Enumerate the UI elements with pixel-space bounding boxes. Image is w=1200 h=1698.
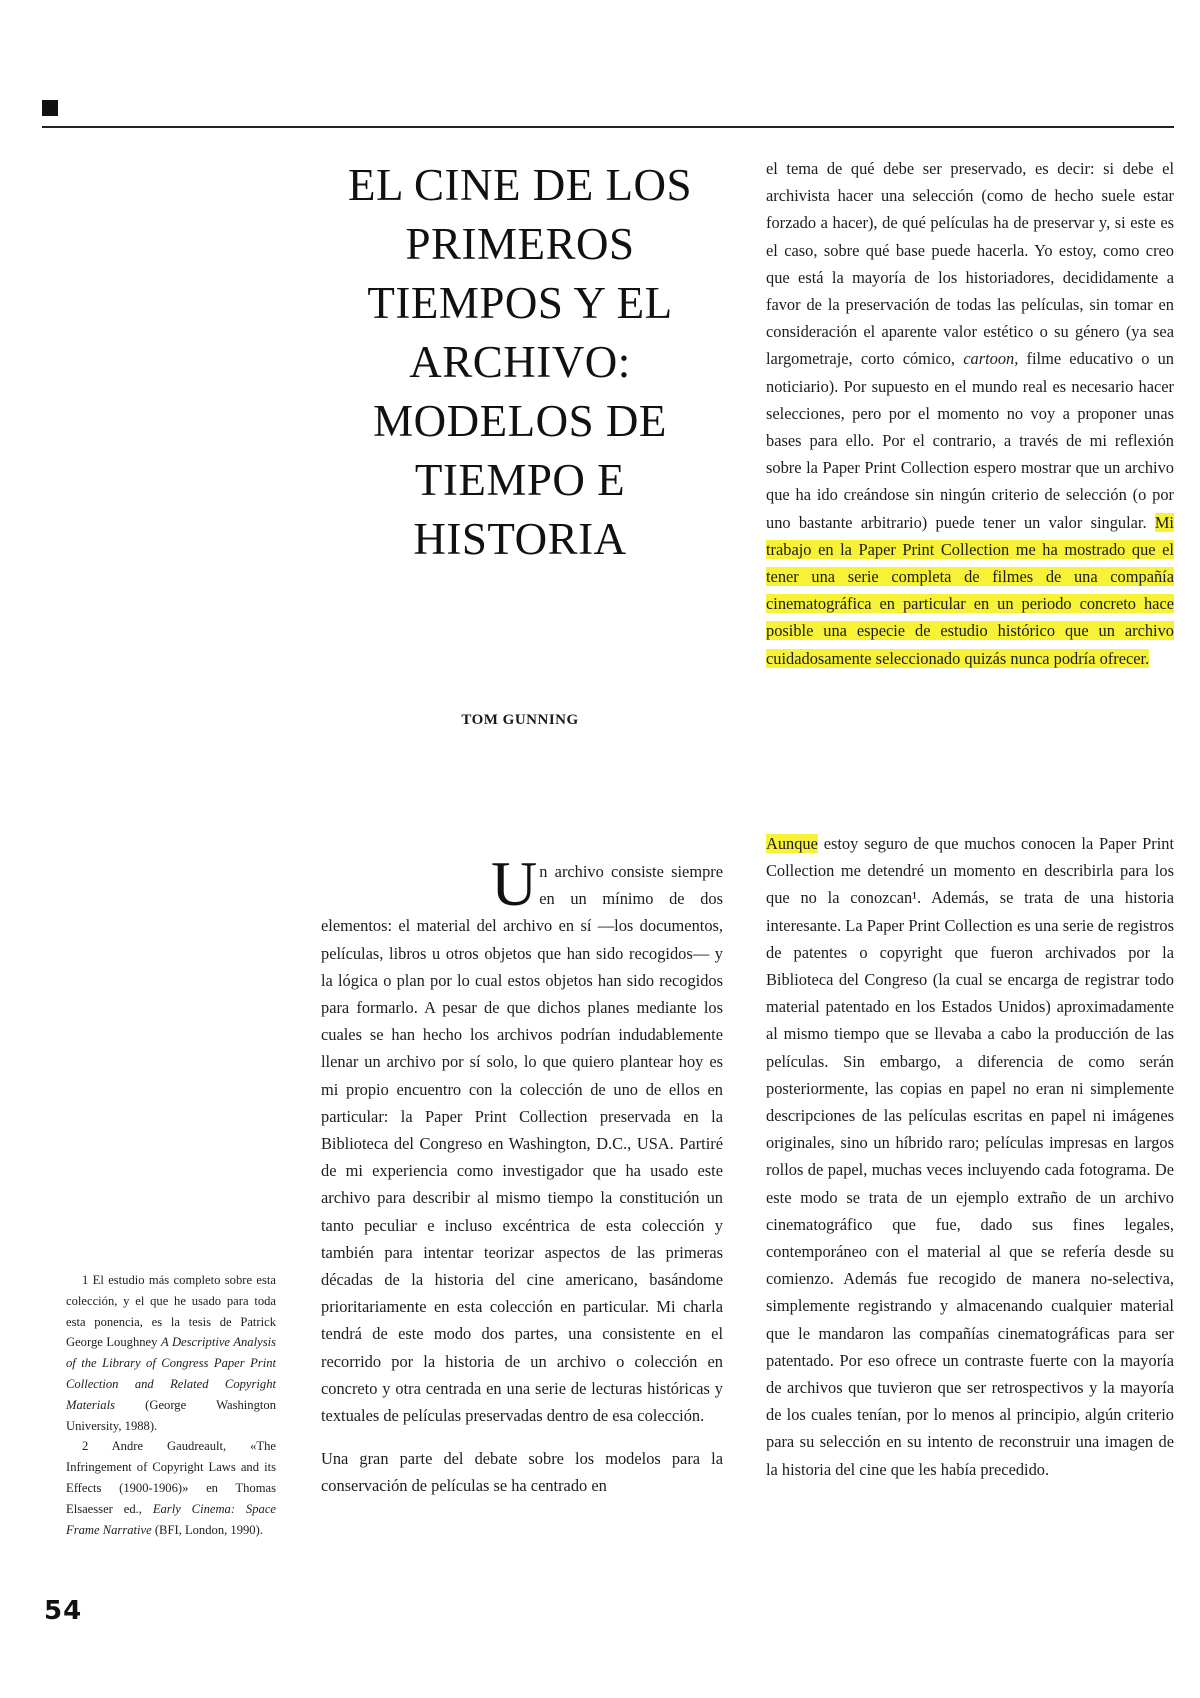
footnotes (66, 1270, 276, 1540)
paragraph: Una gran parte del debate sobre los modelos para la conservación de películas se ha centrado en (321, 1449, 723, 1496)
title-line: EL CINE DE LOS (347, 160, 693, 210)
title-line: HISTORIA (413, 514, 627, 564)
section-marker-icon (42, 100, 58, 116)
right-column-bottom (766, 830, 1174, 1483)
footnote-title: Early Cinema: Space Frame Narrative (66, 1501, 276, 1537)
middle-column (321, 848, 723, 1500)
footnote-text: 2 Andre Gaudreault, «The Infringement of Copyright Laws and its Effects (1900-1906)» en Thomas Elsaesser ed., (66, 1439, 276, 1516)
body-text: n archivo consiste siempre en un mínimo de dos elementos: el material del archivo en sí —los documentos, películas, libros u otros objetos que han sido recogidos— y la lógica o plan por lo cual estos objetos han sido recogidos para formarlo. A pesar de que dichos planes mediante los cuales se han hecho los archivos podrían indudablemente llenar un archivo por sí solo, lo que quiero plantear hoy es mi propio encuentro con la colección de uno de ellos en particular: la Paper Print Collection preservada en la Biblioteca del Congreso en Washington, D.C., USA. Partiré de mi experiencia como investigador que ha usado este archivo para describir al mismo tiempo la constitución un tanto peculiar e incluso excéntrica de esta colección y también para intentar teorizar aspectos de las primeras décadas de la historia del cine americano, basándome prioritariamente en esta colección en particular. Mi charla tendrá de este modo dos partes, una consistente en el recorrido por la historia de un archivo o colección en concreto y otra centrada en una serie de lecturas históricas y textuales de películas preservadas dentro de esa colección. (321, 862, 723, 1426)
footnote-text: 1 El estudio más completo sobre esta colección, y el que he usado para toda esta ponencia, es la tesis de Patrick George Loughney (66, 1273, 276, 1350)
title-line: MODELOS DE (373, 396, 667, 446)
right-column-top (766, 155, 1174, 672)
body-text: filme educativo o un noticiario). Por supuesto en el mundo real es necesario hacer selecciones, pero por el momento no voy a proponer unas bases para ello. Por el contrario, a través de mi reflexión sobre la Paper Print Collection espero mostrar que un archivo que ha ido creándose sin ningún criterio de selección (o por uno bastante arbitrario) puede tener un valor singular. (766, 349, 1175, 532)
highlighted-passage: Mi trabajo en la Paper Print Collection me ha mostrado que el tener una serie completa de filmes de una compañía cinematográfica en particular en un periodo concreto hace posible una especie de estudio histórico que un archivo cuidadosamente seleccionado quizás nunca podría ofrecer. (766, 512, 1174, 668)
author-name: TOM GUNNING (461, 712, 579, 728)
paragraph (766, 155, 1174, 672)
article-title (330, 156, 710, 569)
title-line: TIEMPO E (414, 455, 626, 505)
italic-term: cartoon, (963, 349, 1019, 369)
title-line: ARCHIVO: (409, 337, 631, 387)
footnote (66, 1270, 276, 1436)
header-rule (42, 126, 1174, 128)
paragraph (321, 848, 723, 1429)
title-line: TIEMPOS Y EL (367, 278, 673, 328)
body-text: estoy seguro de que muchos conocen la Paper Print Collection me detendré un momento en describirla para los que no la conozcan¹. Además, se trata de una historia interesante. La Paper Print Collection es una serie de registros de patentes o copyright que fueron archivados por la Biblioteca del Congreso (la cual se encarga de registrar todo material patentado en los Estados Unidos) aproximadamente al mismo tiempo que se llevaba a cabo la producción de las películas. Sin embargo, a diferencia de como serán posteriormente, las copias en papel no eran ni simplemente descripciones de las películas escritas en papel ni imágenes originales, sino un híbrido raro; películas impresas en largos rollos de papel, muchas veces incluyendo cada fotograma. De este modo se trata de un ejemplo extraño de un archivo cinematográfico que fue, dado sus fines legales, contemporáneo con el material al que se refería desde su comienzo. Además fue recogido de manera no-selectiva, simplemente registrando y almacenando cualquier material que le mandaron las compañías cinematográficas para ser patentado. Por eso ofrece un contraste fuerte con la mayoría de archivos que tuvieron que ser retrospectivos y la mayoría de los cuales tenían, por lo menos al principio, algún criterio para su selección en su intento de reconstruir una imagen de la historia del cine que les había precedido. (766, 834, 1174, 1479)
footnote (66, 1436, 276, 1540)
page-number: 54 (44, 1596, 83, 1626)
drop-cap: U (491, 848, 538, 919)
footnote-text: (George Washington University, 1988). (66, 1397, 276, 1433)
paragraph (766, 830, 1174, 1483)
highlighted-word: Aunque (766, 834, 818, 853)
body-text: el tema de qué debe ser preservado, es decir: si debe el archivista hacer una selección (como de hecho suele estar forzado a hacer), de qué películas ha de preservar y, si este es el caso, sobre qué base puede hacerla. Yo estoy, como creo que está la mayoría de los historiadores, decididamente a favor de la preservación de todas las películas, sin tomar en consideración el aparente valor estético o su género (ya sea largometraje, corto cómico, (766, 159, 1174, 369)
footnote-title: A Descriptive Analysis of the Library of Congress Paper Print Collection and Related Copyright Materials (66, 1335, 276, 1412)
title-line: PRIMEROS (405, 219, 635, 269)
footnote-text: (BFI, London, 1990). (151, 1522, 263, 1537)
